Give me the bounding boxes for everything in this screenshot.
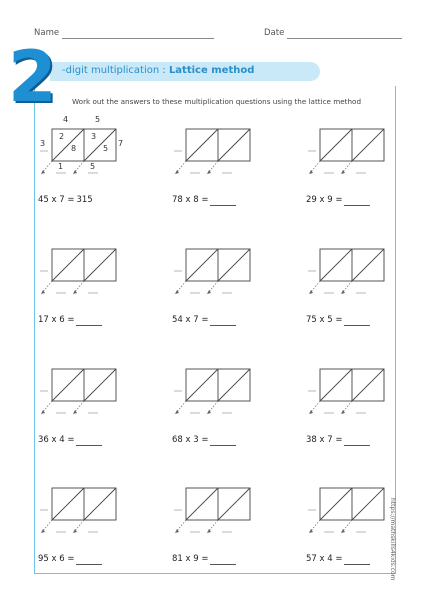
question-text: 68 x 3 = [172,435,209,445]
lattice-diagonal [320,129,352,161]
lattice-diagonal [52,129,84,161]
lattice-diagonal [186,488,218,520]
problem-5 [170,247,280,357]
question [306,195,370,206]
problem-11 [170,486,280,595]
lattice-diagonal [352,369,384,401]
answer-value: 315 [76,195,93,205]
lattice-diagonal [84,249,116,281]
answer-blank[interactable] [210,554,236,565]
problem-6 [304,247,414,357]
lattice-diagonal [84,129,116,161]
problem-4 [36,247,146,357]
lattice-grid [304,247,414,307]
lattice-diagonal [320,369,352,401]
problem-3 [304,127,414,237]
question-text: 54 x 7 = [172,315,209,325]
lattice-diagonal [186,369,218,401]
lattice-grid [36,486,146,546]
cell-digit: 3 [91,132,97,141]
lattice-diagonal [52,488,84,520]
lattice-diagonal [218,249,250,281]
cell-digit: 5 [103,144,109,153]
problem-8 [170,367,280,477]
question-text: 57 x 4 = [306,554,343,564]
question [306,315,370,326]
problem-12 [304,486,414,595]
answer-blank[interactable] [76,315,102,326]
answer-blank[interactable] [76,554,102,565]
question-text: 81 x 9 = [172,554,209,564]
problem-2 [170,127,280,237]
question-text: 29 x 9 = [306,195,343,205]
lattice-diagonal [352,249,384,281]
site-url: https://mathskills4kids.com [389,498,396,581]
question-text: 17 x 6 = [38,315,75,325]
answer-blank[interactable] [344,435,370,446]
title-digit: 2 [8,36,57,118]
title-prefix: -digit multiplication : [62,65,169,76]
lattice-grid [36,247,146,307]
question-text: 36 x 4 = [38,435,75,445]
title-bold: Lattice method [168,65,255,76]
answer-blank[interactable] [210,195,236,206]
lattice-grid [170,486,280,546]
lattice-grid [304,367,414,427]
lattice-diagonal [218,129,250,161]
cell-digit: 8 [71,144,77,153]
lattice-diagonal [52,249,84,281]
date-label: Date [264,28,285,38]
problem-7 [36,367,146,477]
bottom-digit: 1 [58,162,64,171]
lattice-diagonal [186,249,218,281]
question [172,435,236,446]
right-digit: 7 [118,139,124,148]
lattice-diagonal [52,369,84,401]
date-line[interactable] [287,38,402,39]
answer-blank[interactable] [344,554,370,565]
problem-9 [304,367,414,477]
question [172,195,236,206]
lattice-diagonal [186,129,218,161]
left-digit: 3 [40,139,46,148]
question-text: 45 x 7 = [38,195,75,205]
lattice-grid [304,486,414,546]
question-text: 95 x 6 = [38,554,75,564]
lattice-diagonal [84,488,116,520]
lattice-grid [304,127,414,187]
lattice-diagonal [320,488,352,520]
answer-blank[interactable] [210,315,236,326]
lattice-diagonal [84,369,116,401]
instructions: Work out the answers to these multiplication questions using the lattice method [72,97,362,106]
problem-10 [36,486,146,595]
question-text: 38 x 7 = [306,435,343,445]
lattice-grid [36,367,146,427]
question [306,554,370,565]
problem-1 [36,115,146,237]
lattice-diagonal [218,369,250,401]
lattice-grid [170,127,280,187]
answer-blank[interactable] [344,315,370,326]
question [38,315,102,326]
question [172,315,236,326]
lattice-diagonal [352,488,384,520]
top-digit: 5 [95,115,101,124]
cell-digit: 2 [59,132,65,141]
question [172,554,236,565]
lattice-diagonal [218,488,250,520]
question [38,554,102,565]
name-line[interactable] [62,38,214,39]
answer-blank[interactable] [210,435,236,446]
answer-blank[interactable] [76,435,102,446]
lattice-grid [170,247,280,307]
top-digit: 4 [63,115,69,124]
question [306,435,370,446]
question [38,435,102,446]
answer-blank[interactable] [344,195,370,206]
bottom-digit: 5 [90,162,96,171]
name-label: Name [34,28,60,38]
question-text: 75 x 5 = [306,315,343,325]
question [38,195,93,205]
page-title [62,65,254,76]
lattice-diagonal [320,249,352,281]
question-text: 78 x 8 = [172,195,209,205]
lattice-diagonal [352,129,384,161]
lattice-grid [170,367,280,427]
